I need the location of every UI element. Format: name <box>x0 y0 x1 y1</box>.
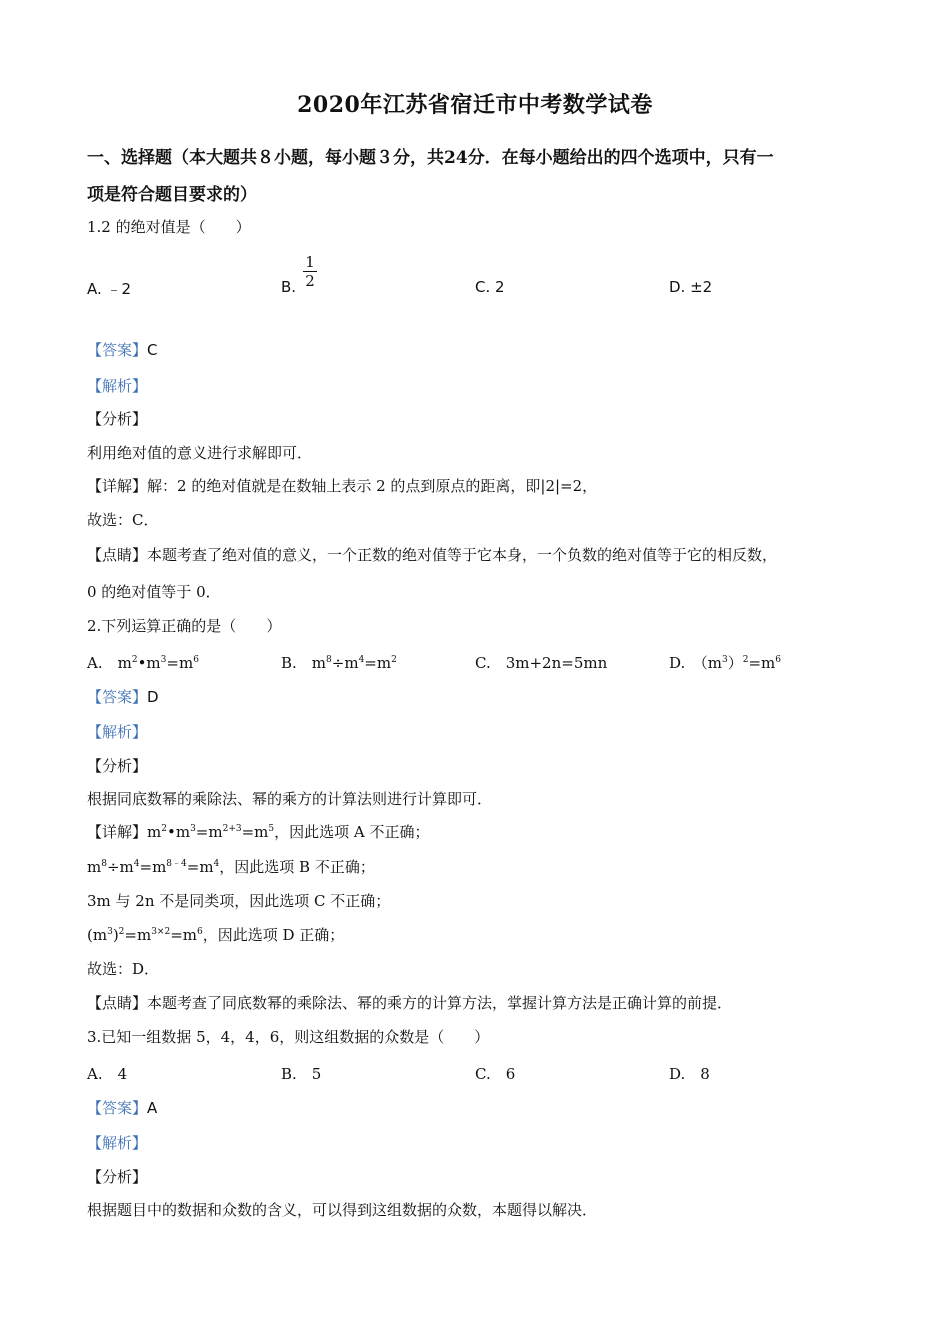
q3-answer-row <box>87 1097 157 1118</box>
q1-option-b-fraction <box>302 254 318 289</box>
q1-answer: C <box>147 341 158 359</box>
detail-tag: 【详解】 <box>87 823 148 841</box>
q3-jiexi-tag: 【解析】 <box>87 1134 148 1152</box>
exp: 8 <box>326 655 332 665</box>
exp: 6 <box>775 655 781 665</box>
exp: 2 <box>118 927 125 937</box>
base: =m <box>364 654 392 672</box>
q3-option-d: D. 8 <box>669 1065 710 1083</box>
q2-choose: 故选：D． <box>87 960 160 978</box>
fraction-numerator: 1 <box>305 253 315 271</box>
q2-detail4 <box>87 924 344 945</box>
answer-tag: 【答案】 <box>87 1099 148 1117</box>
q1-detail <box>87 475 597 496</box>
q1-stem: 1.2 的绝对值是（ ） <box>87 218 251 236</box>
base: •m <box>166 823 191 841</box>
exp: 4 <box>213 859 220 869</box>
q1-option-b-label: B. <box>281 278 297 296</box>
q2-detail1 <box>87 821 430 842</box>
q2-analysis: 根据同底数幂的乘除法、幂的乘方的计算法则进行计算即可． <box>87 790 493 808</box>
q2-option-b <box>281 652 397 673</box>
opt-label: B. <box>281 654 312 672</box>
q3-option-b: B. 5 <box>281 1065 322 1083</box>
q1-choose: 故选：C． <box>87 511 159 529</box>
q2-jiexi-tag: 【解析】 <box>87 723 148 741</box>
base: (m <box>87 926 108 944</box>
base: =m <box>170 926 197 944</box>
base: =m <box>186 858 214 876</box>
section-heading-line2: 项是符合题目要求的） <box>87 185 257 205</box>
comment-tag: 【点睛】 <box>87 546 148 564</box>
q1-comment-line1 <box>87 544 777 565</box>
base: =m <box>748 654 776 672</box>
q1-fenxi-tag: 【分析】 <box>87 410 148 428</box>
exp: 2 <box>131 655 138 665</box>
exp: 2 <box>161 824 167 834</box>
opt-label: D. （m <box>669 654 722 672</box>
base: •m <box>137 654 161 672</box>
answer-tag: 【答案】 <box>87 341 148 359</box>
exp: 3 <box>160 655 167 665</box>
q2-detail3: 3m 与 2n 不是同类项，因此选项 C 不正确； <box>87 892 391 910</box>
q2-answer: D <box>147 688 159 706</box>
q3-analysis: 根据题目中的数据和众数的含义，可以得到这组数据的众数，本题得以解决． <box>87 1201 598 1219</box>
exp: 2+3 <box>222 824 242 834</box>
base: ÷m <box>106 858 134 876</box>
q1-jiexi-tag: 【解析】 <box>87 377 148 395</box>
exp: 3×2 <box>151 927 171 937</box>
exp: 3 <box>190 824 196 834</box>
detail-tail: ，因此选项 D 正确； <box>202 926 345 944</box>
q1-option-c: C. 2 <box>475 278 505 296</box>
q1-option-d: D. ±2 <box>669 278 713 296</box>
q3-stem: 3.已知一组数据 5，4，4，6，则这组数据的众数是（ ） <box>87 1028 490 1046</box>
q3-answer: A <box>147 1099 158 1117</box>
exp: 3 <box>721 655 728 665</box>
q2-detail2 <box>87 856 375 877</box>
q2-option-d <box>669 652 781 673</box>
base: m <box>147 823 162 841</box>
base: =m <box>124 926 152 944</box>
base: m <box>87 858 102 876</box>
exp: 6 <box>197 927 203 937</box>
exp: 2 <box>391 655 397 665</box>
exp: 5 <box>268 824 275 834</box>
q2-comment <box>87 992 732 1013</box>
q1-comment-text: 本题考查了绝对值的意义，一个正数的绝对值等于它本身，一个负数的绝对值等于它的相反数， <box>147 546 778 564</box>
q1-comment-line2: 0 的绝对值等于 0． <box>87 583 221 601</box>
detail-tail: ，因此选项 B 不正确； <box>219 858 375 876</box>
exp: 2 <box>742 655 749 665</box>
q1-option-a: A. ﹣2 <box>87 280 132 298</box>
q2-comment-text: 本题考查了同底数幂的乘除法、幂的乘方的计算方法，掌握计算方法是正确计算的前提． <box>147 994 733 1012</box>
exp: 8﹣4 <box>166 859 187 869</box>
base: =m <box>139 858 167 876</box>
exp: 3 <box>107 927 113 937</box>
fraction-denominator: 2 <box>305 272 315 290</box>
detail-tail: ，因此选项 A 不正确； <box>274 823 430 841</box>
q2-fenxi-tag: 【分析】 <box>87 757 148 775</box>
page-title: 2020年江苏省宿迁市中考数学试卷 <box>297 92 653 118</box>
comment-tag: 【点睛】 <box>87 994 148 1012</box>
base: =m <box>166 654 194 672</box>
section-heading-line1: 一、选择题（本大题共８小题，每小题３分，共24分．在每小题给出的四个选项中，只有一 <box>87 148 774 168</box>
q1-detail-text: 解：2 的绝对值就是在数轴上表示 2 的点到原点的距离，即|2|=2， <box>147 477 598 495</box>
exp: 4 <box>358 655 365 665</box>
detail-tag: 【详解】 <box>87 477 148 495</box>
base: =m <box>241 823 269 841</box>
q2-answer-row <box>87 686 159 707</box>
exp: 4 <box>133 859 140 869</box>
base: m <box>311 654 327 672</box>
q1-analysis: 利用绝对值的意义进行求解即可． <box>87 444 313 462</box>
base: =m <box>195 823 223 841</box>
base: ) <box>112 926 119 944</box>
q3-option-a: A. 4 <box>87 1065 128 1083</box>
base: ÷m <box>331 654 359 672</box>
base: m <box>117 654 132 672</box>
exp: 8 <box>101 859 107 869</box>
q2-stem: 2.下列运算正确的是（ ） <box>87 617 282 635</box>
q3-fenxi-tag: 【分析】 <box>87 1168 148 1186</box>
q3-option-c: C. 6 <box>475 1065 516 1083</box>
q1-answer-row <box>87 339 158 360</box>
base: ） <box>727 654 743 672</box>
opt-label: A. <box>87 654 118 672</box>
answer-tag: 【答案】 <box>87 688 148 706</box>
exp: 6 <box>193 655 199 665</box>
q2-option-a <box>87 652 199 673</box>
q2-option-c: C. 3m+2n=5mn <box>475 654 608 672</box>
